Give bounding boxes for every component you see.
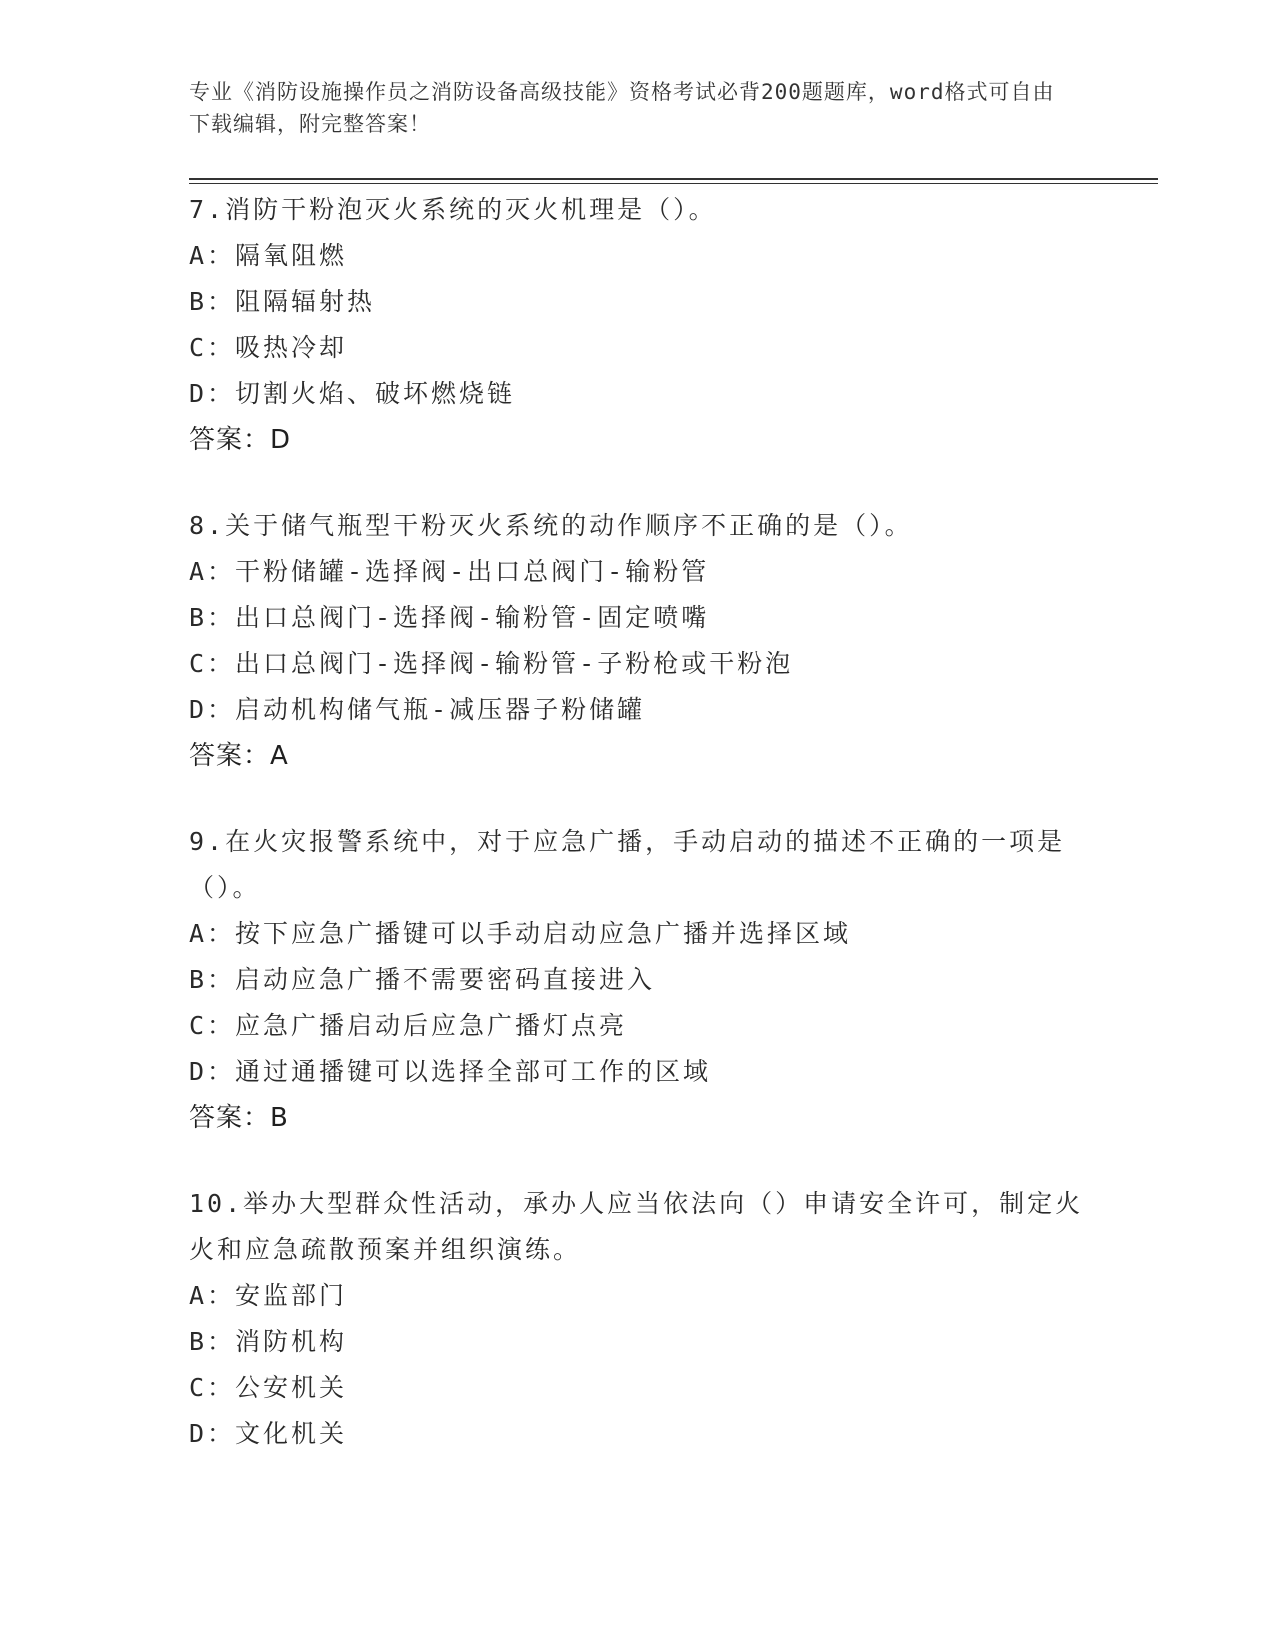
question-list: [189, 187, 1089, 1497]
option-d: D：通过通播键可以选择全部可工作的区域: [189, 1057, 712, 1086]
option-b: B：启动应急广播不需要密码直接进入: [189, 965, 656, 994]
question-stem: 10.举办大型群众性活动，承办人应当依法向（）申请安全许可，制定火火和应急疏散预案并组织演练。: [189, 1189, 1084, 1264]
header-divider-thick: [189, 178, 1158, 180]
option-a: A：安监部门: [189, 1281, 348, 1310]
question-item: [189, 1181, 1089, 1457]
answer-line: 答案：D: [189, 425, 292, 455]
option-c: C：应急广播启动后应急广播灯点亮: [189, 1011, 628, 1040]
option-a: A：按下应急广播键可以手动启动应急广播并选择区域: [189, 919, 852, 948]
option-c: C：公安机关: [189, 1373, 348, 1402]
option-d: D：切割火焰、破坏燃烧链: [189, 379, 516, 408]
option-c: C：出口总阀门-选择阀-输粉管-子粉枪或干粉泡: [189, 649, 794, 678]
question-stem: 8.关于储气瓶型干粉灭火系统的动作顺序不正确的是（）。: [189, 511, 913, 540]
option-c: C：吸热冷却: [189, 333, 348, 362]
answer-line: 答案：A: [189, 741, 289, 771]
question-stem: 9.在火灾报警系统中，对于应急广播，手动启动的描述不正确的一项是（）。: [189, 827, 1066, 902]
option-a: A：隔氧阻燃: [189, 241, 348, 270]
option-a: A：干粉储罐-选择阀-出口总阀门-输粉管: [189, 557, 710, 586]
option-b: B：阻隔辐射热: [189, 287, 376, 316]
option-b: B：消防机构: [189, 1327, 348, 1356]
header-divider-thin: [189, 183, 1158, 184]
question-item: [189, 503, 1089, 779]
question-stem: 7.消防干粉泡灭火系统的灭火机理是（）。: [189, 195, 717, 224]
option-d: D：启动机构储气瓶-减压器子粉储罐: [189, 695, 646, 724]
option-d: D：文化机关: [189, 1419, 348, 1448]
document-header: 专业《消防设施操作员之消防设备高级技能》资格考试必背200题题库，word格式可自由下载编辑，附完整答案！: [189, 80, 1055, 136]
question-item: [189, 819, 1089, 1141]
answer-line: 答案：B: [189, 1103, 289, 1133]
option-b: B：出口总阀门-选择阀-输粉管-固定喷嘴: [189, 603, 710, 632]
question-item: [189, 187, 1089, 463]
